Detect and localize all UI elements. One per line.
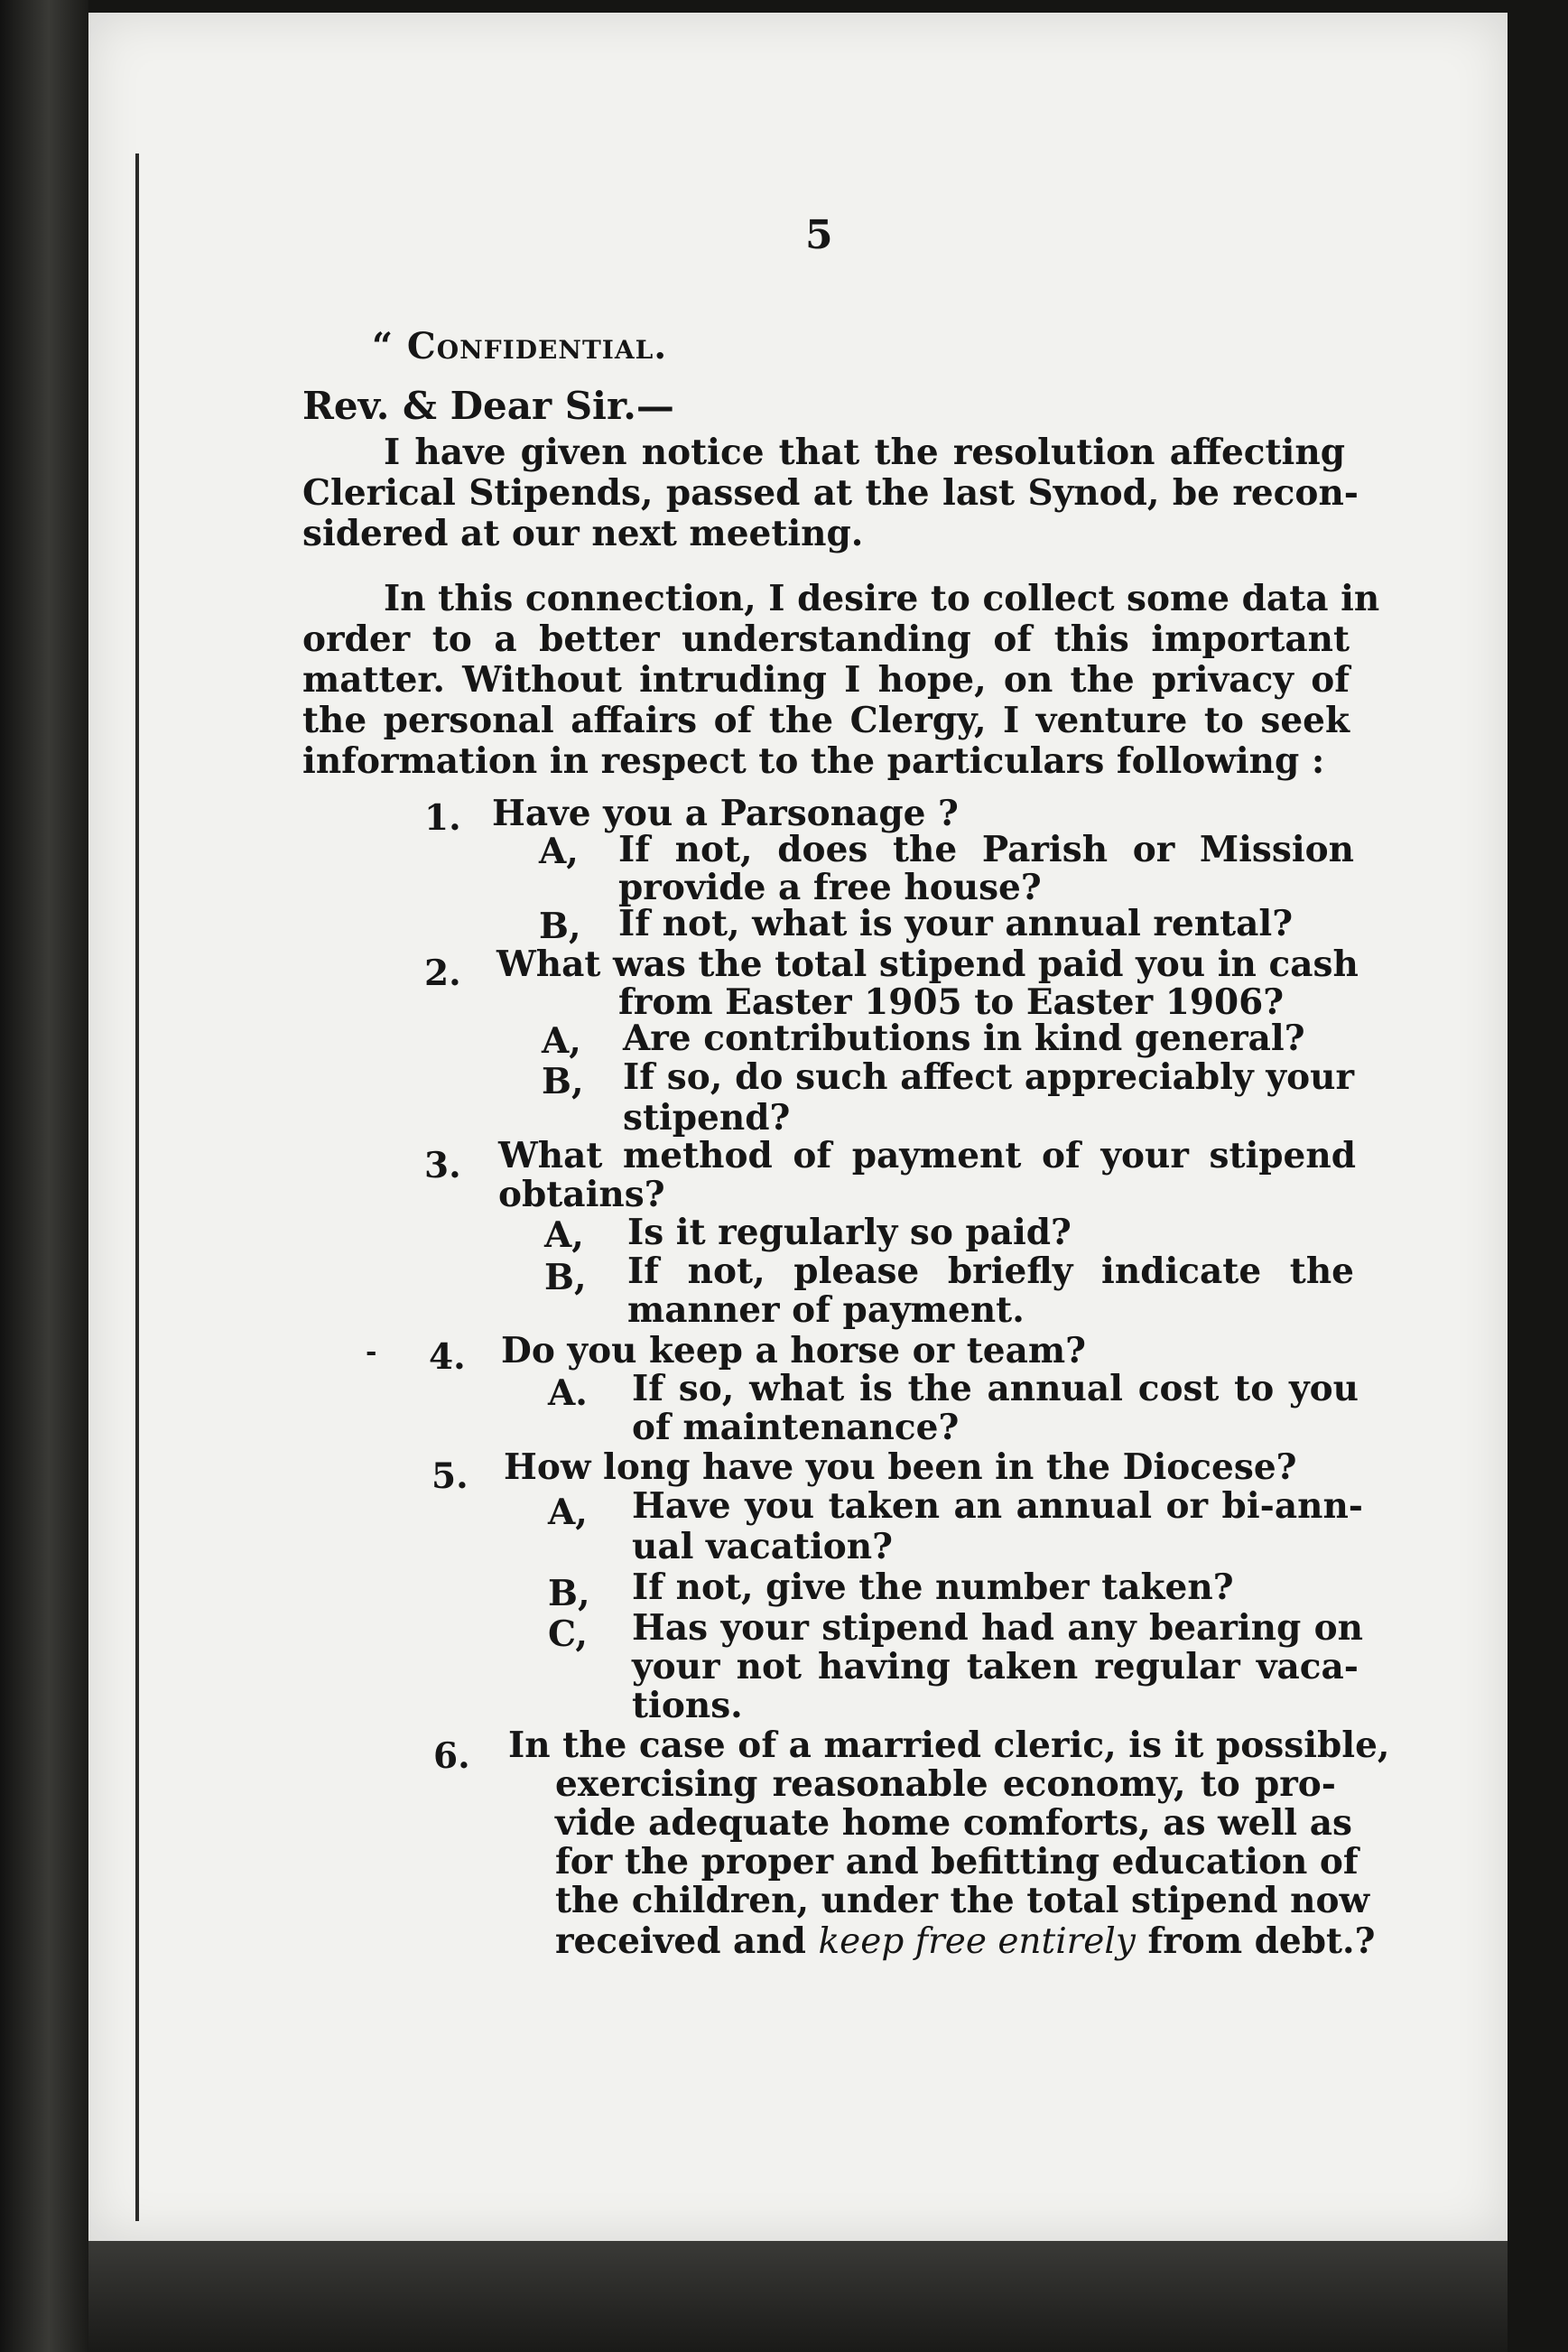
sub-label: A, <box>548 1492 588 1533</box>
question-number: 3. <box>424 1145 461 1186</box>
sub-label: A, <box>542 1020 581 1062</box>
sub-line: Are contributions in kind general? <box>623 1018 1305 1059</box>
sub-label: B, <box>539 906 581 947</box>
paragraph2-line: information in respect to the particulars following : <box>302 740 1325 782</box>
sub-line: If not, what is your annual rental? <box>618 903 1294 944</box>
question-line: vide adequate home comforts, as well as <box>555 1802 1352 1844</box>
question-line: What method of payment of your stipend <box>498 1135 1356 1176</box>
sub-line: tions. <box>632 1685 743 1726</box>
heading-confidential: “ Confidential. <box>372 325 668 367</box>
question-line: What was the total stipend paid you in cash <box>496 944 1359 985</box>
paragraph2-line: matter. Without intruding I hope, on the privacy of <box>302 659 1350 701</box>
sub-line: Have you taken an annual or bi-ann- <box>632 1485 1363 1527</box>
paragraph1-line: I have given notice that the resolution affecting <box>384 432 1345 473</box>
question-line: for the proper and befitting education of <box>555 1841 1359 1883</box>
salutation: Rev. & Dear Sir.— <box>302 384 674 428</box>
question-line: from Easter 1905 to Easter 1906? <box>618 981 1285 1023</box>
sub-line: of maintenance? <box>632 1407 960 1448</box>
sub-label: A, <box>539 831 579 872</box>
question-number: 6. <box>433 1735 470 1777</box>
sub-line: If so, do such affect appreciably your <box>623 1056 1354 1098</box>
question-line: the children, under the total stipend now <box>555 1880 1370 1921</box>
sub-line: provide a free house? <box>618 867 1042 908</box>
paragraph2-line: In this connection, I desire to collect some data in <box>384 578 1380 619</box>
paragraph1-line: sidered at our next meeting. <box>302 513 864 554</box>
question-number: 2. <box>424 953 461 994</box>
left-page-edge <box>0 0 88 2352</box>
sub-line: ual vacation? <box>632 1526 894 1567</box>
question-line: Have you a Parsonage ? <box>492 793 959 834</box>
question-line: exercising reasonable economy, to pro- <box>555 1763 1336 1805</box>
sub-line: If not, does the Parish or Mission <box>618 829 1354 870</box>
sub-label: A, <box>544 1214 584 1256</box>
binding-rule <box>135 153 139 2221</box>
sub-label: B, <box>544 1257 587 1298</box>
margin-mark: - <box>366 1336 377 1368</box>
question-number: 5. <box>431 1455 469 1497</box>
sub-line: manner of payment. <box>627 1289 1025 1331</box>
question-line: How long have you been in the Diocese? <box>504 1446 1297 1488</box>
sub-line: If not, please briefly indicate the <box>627 1250 1354 1292</box>
paragraph2-line: order to a better understanding of this important <box>302 618 1350 660</box>
sub-label: A. <box>548 1372 588 1414</box>
sub-line: Is it regularly so paid? <box>627 1212 1072 1253</box>
sub-label: B, <box>542 1061 584 1102</box>
question-number: 4. <box>429 1336 466 1378</box>
page-number: 5 <box>805 212 833 258</box>
sub-line: If not, give the number taken? <box>632 1566 1234 1608</box>
question-line: Do you keep a horse or team? <box>501 1330 1086 1371</box>
bottom-edge <box>88 2241 1508 2352</box>
sub-label: B, <box>548 1573 590 1614</box>
question-last-line: received and keep free entirely from debt.? <box>555 1920 1376 1962</box>
question-line: In the case of a married cleric, is it possible, <box>508 1724 1390 1766</box>
question-line: obtains? <box>498 1174 665 1215</box>
sub-label: C, <box>548 1613 588 1655</box>
sub-line: your not having taken regular vaca- <box>632 1646 1359 1687</box>
paragraph2-line: the personal affairs of the Clergy, I venture to seek <box>302 700 1350 741</box>
sub-line: stipend? <box>623 1097 791 1139</box>
sub-line: If so, what is the annual cost to you <box>632 1368 1359 1409</box>
paragraph1-line: Clerical Stipends, passed at the last Synod, be recon- <box>302 472 1359 514</box>
sub-line: Has your stipend had any bearing on <box>632 1607 1363 1649</box>
question-number: 1. <box>424 797 461 839</box>
